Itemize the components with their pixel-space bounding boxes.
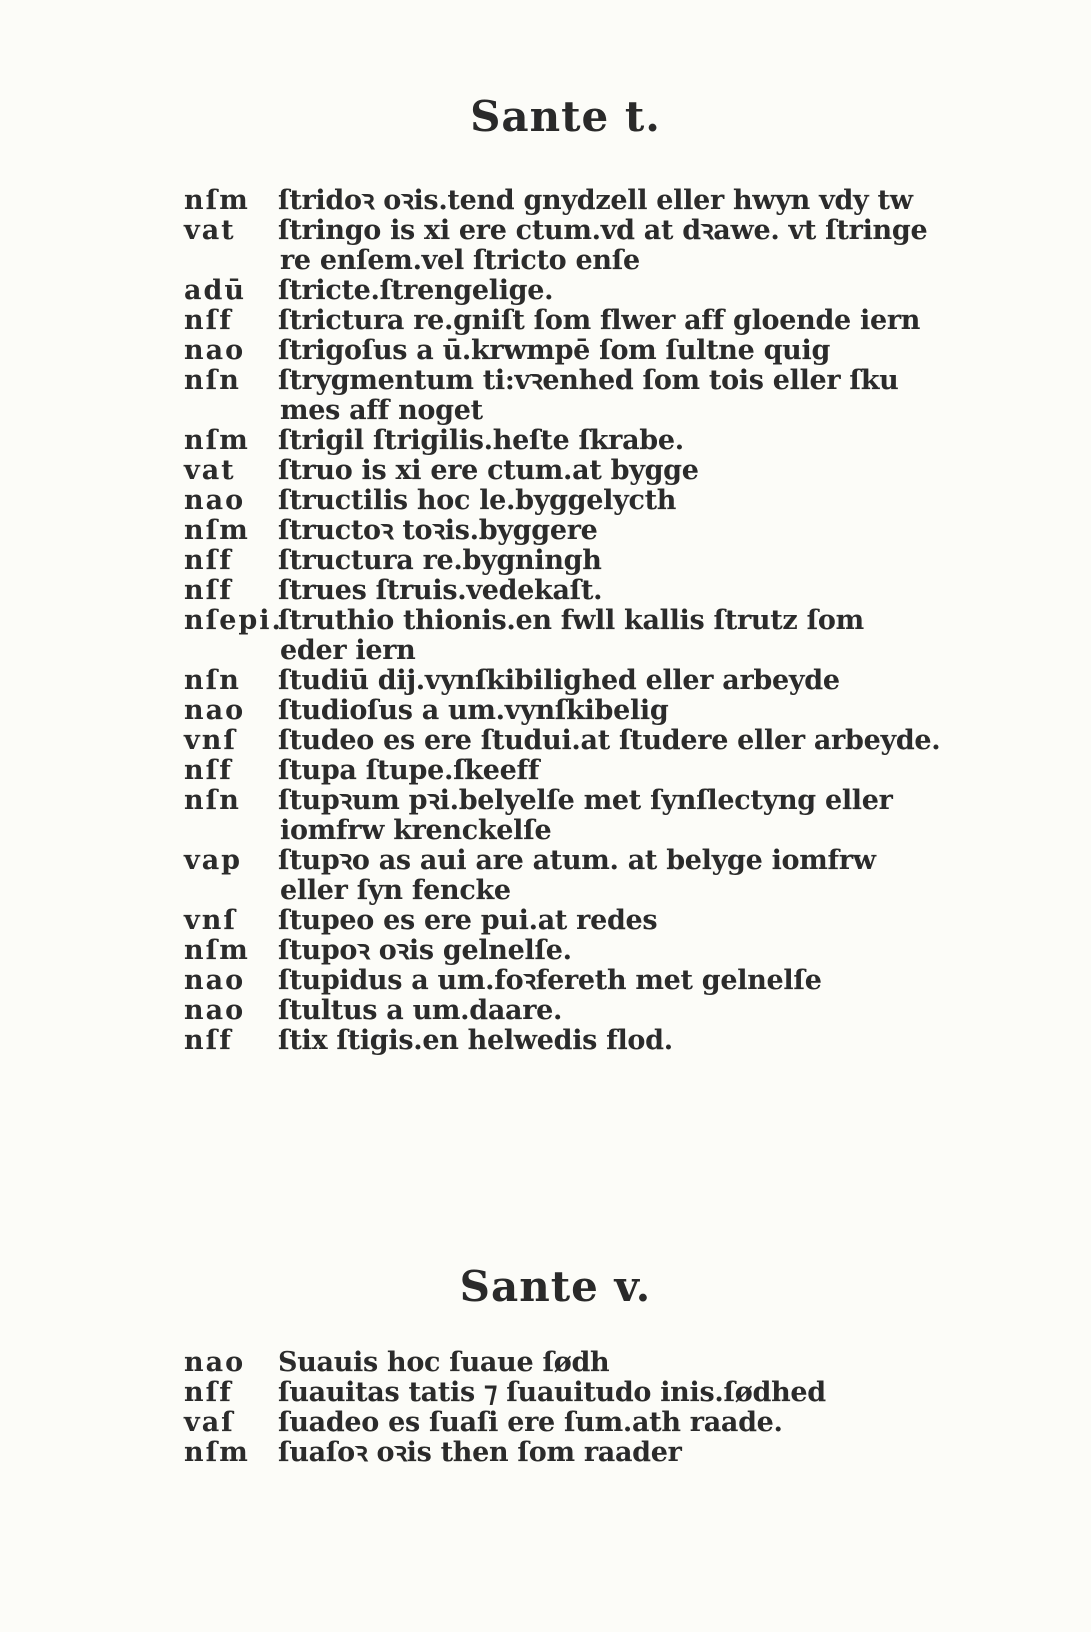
entry-line: ſtupꝛo as aui are atum. at belyge iomfrw	[278, 845, 876, 876]
grammar-code: nſf	[184, 1377, 233, 1408]
entry-line: ſtupꝛum pꝛi.belyelſe met ſynſlectyng eller	[278, 785, 893, 816]
grammar-code: nſf	[184, 545, 233, 576]
entry-line: ſtudioſus a um.vynſkibelig	[278, 695, 669, 726]
grammar-code: vnſ	[184, 905, 237, 936]
dictionary-entry	[184, 1408, 964, 1438]
dictionary-entry	[184, 906, 964, 936]
dictionary-entry	[184, 456, 964, 486]
entry-line: ſtrues ſtruis.vedekaſt.	[278, 575, 603, 606]
grammar-code: nao	[184, 995, 246, 1026]
entry-text	[278, 1348, 964, 1378]
entry-continuation-line: eller ſyn fencke	[280, 875, 511, 906]
entry-text	[278, 426, 964, 456]
dictionary-entry	[184, 186, 964, 216]
entry-text	[278, 486, 964, 516]
entry-text	[278, 1026, 964, 1056]
entry-text	[278, 846, 964, 906]
dictionary-entry	[184, 756, 964, 786]
dictionary-entry	[184, 846, 964, 906]
entry-text	[278, 546, 964, 576]
grammar-code: nſf	[184, 1025, 233, 1056]
grammar-code: nſn	[184, 665, 241, 696]
dictionary-entry	[184, 276, 964, 306]
entry-text	[278, 1408, 964, 1438]
entry-line: ſtudeo es ere ſtudui.at ſtudere eller arbeyde.	[278, 725, 941, 756]
entry-text	[278, 366, 964, 426]
entry-line: ſtrygmentum ti:vꝛenhed ſom tois eller ſku	[278, 365, 899, 396]
entry-line: ſtupeo es ere pui.at redes	[278, 905, 658, 936]
entry-text	[278, 906, 964, 936]
dictionary-entry	[184, 606, 964, 666]
entry-line: ſtupidus a um.foꝛfereth met gelnelſe	[278, 965, 822, 996]
grammar-code: nao	[184, 965, 246, 996]
grammar-code: nſf	[184, 755, 233, 786]
entry-text	[278, 516, 964, 546]
entry-continuation-line: eder iern	[280, 635, 416, 666]
dictionary-entry	[184, 966, 964, 996]
entry-text	[278, 966, 964, 996]
entry-text	[278, 1378, 964, 1408]
entry-text	[278, 276, 964, 306]
grammar-code: nao	[184, 335, 246, 366]
entry-line: ſtudiū dij.vynſkibilighed eller arbeyde	[278, 665, 840, 696]
entry-line: ſtrictura re.gniſt ſom flwer aff gloende iern	[278, 305, 921, 336]
entry-text	[278, 1438, 964, 1468]
grammar-code: nao	[184, 1347, 246, 1378]
dictionary-entry	[184, 936, 964, 966]
entry-line: ſtruthio thionis.en fwll kallis ſtrutz ſom	[278, 605, 864, 636]
entry-text	[278, 756, 964, 786]
entry-text	[278, 216, 964, 276]
grammar-code: nſm	[184, 185, 250, 216]
dictionary-entry	[184, 336, 964, 366]
entry-text	[278, 576, 964, 606]
entry-line: ſtructilis hoc le.byggelycth	[278, 485, 677, 516]
dictionary-entry	[184, 726, 964, 756]
dictionary-entry	[184, 1438, 964, 1468]
entry-line: ſtructoꝛ toꝛis.byggere	[278, 515, 598, 546]
grammar-code: vat	[184, 215, 236, 246]
entry-continuation-line: mes aff noget	[280, 395, 483, 426]
grammar-code: nſn	[184, 785, 241, 816]
grammar-code: vnſ	[184, 725, 237, 756]
dictionary-entry	[184, 306, 964, 336]
entry-text	[278, 726, 964, 756]
entry-line: ſtricte.ſtrengelige.	[278, 275, 554, 306]
dictionary-entry	[184, 1348, 964, 1378]
entry-list-v	[184, 1348, 964, 1468]
entry-text	[278, 936, 964, 966]
dictionary-entry	[184, 516, 964, 546]
entry-line: ſtupa ſtupe.ſkeeff	[278, 755, 540, 786]
dictionary-entry	[184, 366, 964, 426]
entry-list-t	[184, 186, 964, 1056]
entry-line: ſtix ſtigis.en helwedis flod.	[278, 1025, 673, 1056]
grammar-code: nſf	[184, 575, 233, 606]
grammar-code: vaſ	[184, 1407, 235, 1438]
grammar-code: nſm	[184, 935, 250, 966]
entry-line: ſuauitas tatis ⁊ ſuauitudo inis.ſødhed	[278, 1377, 826, 1408]
dictionary-entry	[184, 576, 964, 606]
entry-text	[278, 336, 964, 366]
entry-line: ſtupoꝛ oꝛis gelnelſe.	[278, 935, 572, 966]
section-heading-v: Sante v.	[459, 1262, 652, 1311]
entry-text	[278, 996, 964, 1026]
entry-continuation-line: iomfrw krenckelſe	[280, 815, 552, 846]
grammar-code: vat	[184, 455, 236, 486]
grammar-code: adū	[184, 275, 247, 306]
entry-line: ſtridoꝛ oꝛis.tend gnydzell eller hwyn vdy tw	[278, 185, 913, 216]
grammar-code: nſm	[184, 515, 250, 546]
grammar-code: nſm	[184, 425, 250, 456]
section-heading-t: Sante t.	[470, 92, 661, 141]
entry-line: ſtructura re.bygningh	[278, 545, 602, 576]
grammar-code: nſepi.	[184, 605, 283, 636]
entry-line: ſuadeo es ſuaſi ere ſum.ath raade.	[278, 1407, 783, 1438]
entry-line: ſtrigoſus a ū.krwmpē ſom ſultne quig	[278, 335, 831, 366]
dictionary-entry	[184, 1378, 964, 1408]
entry-continuation-line: re enſem.vel ſtricto enſe	[280, 245, 640, 276]
entry-line: ſtultus a um.daare.	[278, 995, 563, 1026]
entry-line: ſuaſoꝛ oꝛis then ſom raader	[278, 1437, 682, 1468]
entry-text	[278, 696, 964, 726]
entry-line: Suauis hoc ſuaue ſødh	[278, 1347, 610, 1378]
grammar-code: nao	[184, 485, 246, 516]
grammar-code: vap	[184, 845, 243, 876]
grammar-code: nao	[184, 695, 246, 726]
entry-text	[278, 306, 964, 336]
dictionary-entry	[184, 216, 964, 276]
entry-text	[278, 456, 964, 486]
entry-line: ſtruo is xi ere ctum.at bygge	[278, 455, 699, 486]
dictionary-entry	[184, 996, 964, 1026]
grammar-code: nſm	[184, 1437, 250, 1468]
dictionary-entry	[184, 546, 964, 576]
dictionary-entry	[184, 696, 964, 726]
dictionary-entry	[184, 786, 964, 846]
grammar-code: nſf	[184, 305, 233, 336]
dictionary-entry	[184, 1026, 964, 1056]
dictionary-entry	[184, 486, 964, 516]
entry-text	[278, 666, 964, 696]
entry-text	[278, 186, 964, 216]
dictionary-entry	[184, 426, 964, 456]
entry-line: ſtrigil ſtrigilis.heſte ſkrabe.	[278, 425, 684, 456]
entry-line: ſtringo is xi ere ctum.vd at dꝛawe. vt ſtringe	[278, 215, 928, 246]
entry-text	[278, 786, 964, 846]
grammar-code: nſn	[184, 365, 241, 396]
dictionary-entry	[184, 666, 964, 696]
entry-text	[278, 606, 964, 666]
